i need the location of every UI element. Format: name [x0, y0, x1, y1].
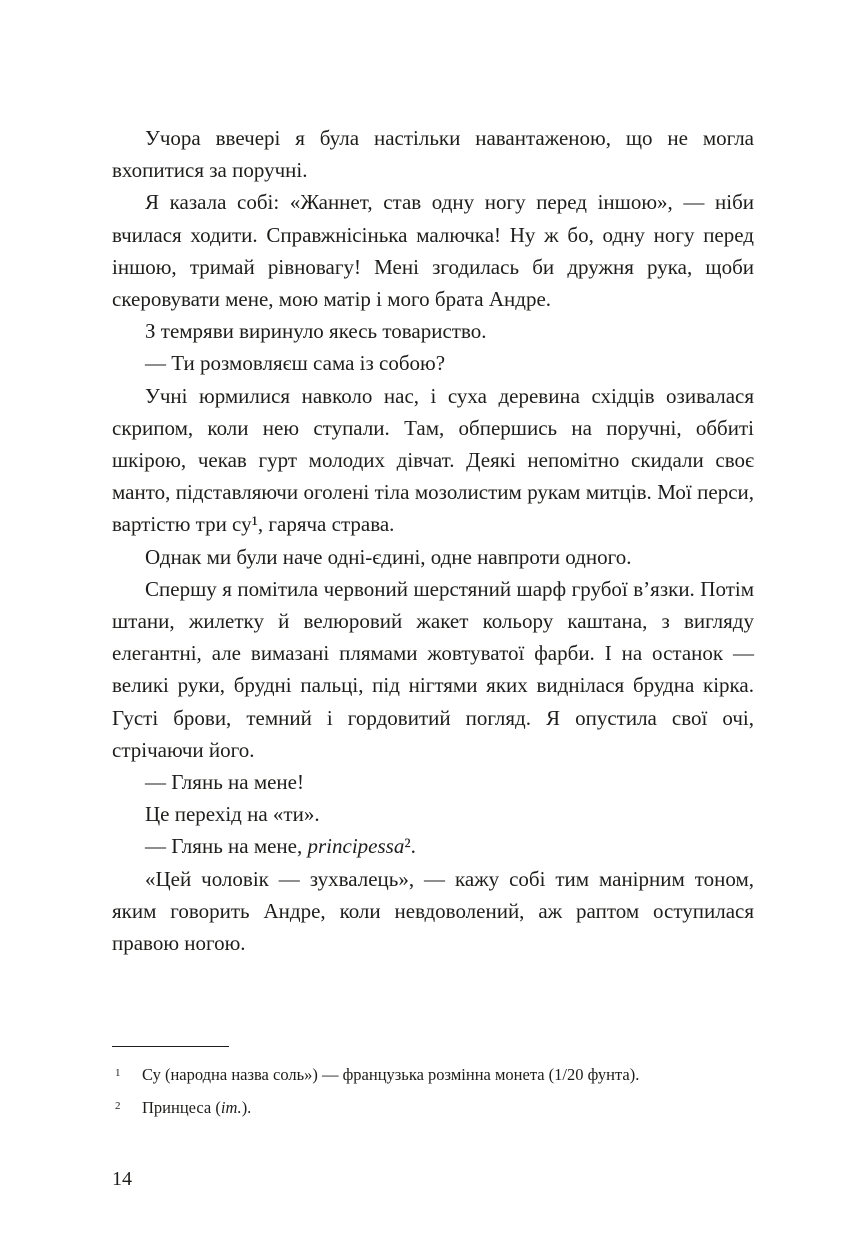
footnote-marker: 2: [115, 1100, 121, 1112]
footnote-text: Принцеса (: [142, 1098, 221, 1117]
paragraph-text: Я казала собі: «Жаннет, став одну ногу перед іншою», — ніби вчилася ходити. Справжнісінька малючка! Ну ж бо, одну ногу перед іншою, тримай рівновагу! Мені згодилась би дружня рука, щоби скеровувати мене, мою матір і мого брата Андре.: [112, 190, 754, 312]
paragraph: [112, 380, 754, 541]
paragraph-text: ².: [404, 834, 416, 859]
paragraph-text: Спершу я помітила червоний шерстяний шарф грубої в’язки. Потім штани, жилетку й велюровий жакет кольору каштана, з вигляду елегантні, але вимазані плямами жовтуватої фарби. І на останок — великі руки, брудні пальці, під нігтями яких виднілася брудна кірка. Густі брови, темний і гордовитий погляд. Я опустила свої очі, стрічаючи його.: [112, 576, 754, 762]
footnote-text: ).: [241, 1098, 252, 1117]
paragraph-text: «Цей чоловік — зухвалець», — кажу собі тим манірним тоном, яким говорить Андре, коли невдоволений, аж раптом оступилася правою ногою.: [112, 866, 754, 956]
footnote-italic-text: іт.: [220, 1098, 242, 1117]
paragraph-text: — Глянь на мене!: [145, 770, 304, 795]
footnote: [112, 1063, 754, 1086]
footnote: [112, 1096, 754, 1119]
paragraph-text: Це перехід на «ти».: [145, 802, 320, 827]
paragraph: [112, 863, 754, 960]
paragraph-text: З темряви виринуло якесь товариство.: [145, 319, 487, 344]
paragraph: [112, 798, 754, 830]
paragraph-dialogue: [112, 347, 754, 379]
paragraph-text: Однак ми були наче одні-єдині, одне навпроти одного.: [145, 544, 632, 569]
footnote-separator: [112, 1046, 229, 1047]
footnotes-section: [112, 1046, 754, 1129]
paragraph-dialogue: [112, 766, 754, 798]
paragraph-text: — Глянь на мене,: [145, 834, 308, 859]
page-number: 14: [112, 1168, 132, 1190]
paragraph: [112, 315, 754, 347]
paragraph-text: Учора ввечері я була настільки навантаженою, що не могла вхопитися за поручні.: [112, 126, 754, 183]
paragraph: [112, 573, 754, 766]
footnote-marker: 1: [115, 1067, 121, 1079]
paragraph-italic-text: principessa: [307, 834, 405, 859]
paragraph: [112, 541, 754, 573]
paragraph-text: Учні юрмилися навколо нас, і суха деревина східців озивалася скрипом, коли нею ступали. Там, обпершись на поручні, оббиті шкірою, чекав гурт молодих дівчат. Деякі непомітно скидали своє манто, підставляючи оголені тіла мозолистим рукам митців. Мої перси, вартістю три су¹, гаряча страва.: [112, 383, 754, 537]
paragraph: [112, 122, 754, 186]
paragraph: [112, 186, 754, 315]
paragraph-dialogue: [112, 830, 754, 862]
footnote-text: Су (народна назва соль») — французька розмінна монета (1/20 фунта).: [142, 1065, 640, 1084]
page-body: [112, 122, 754, 959]
paragraph-text: — Ти розмовляєш сама із собою?: [145, 351, 446, 376]
